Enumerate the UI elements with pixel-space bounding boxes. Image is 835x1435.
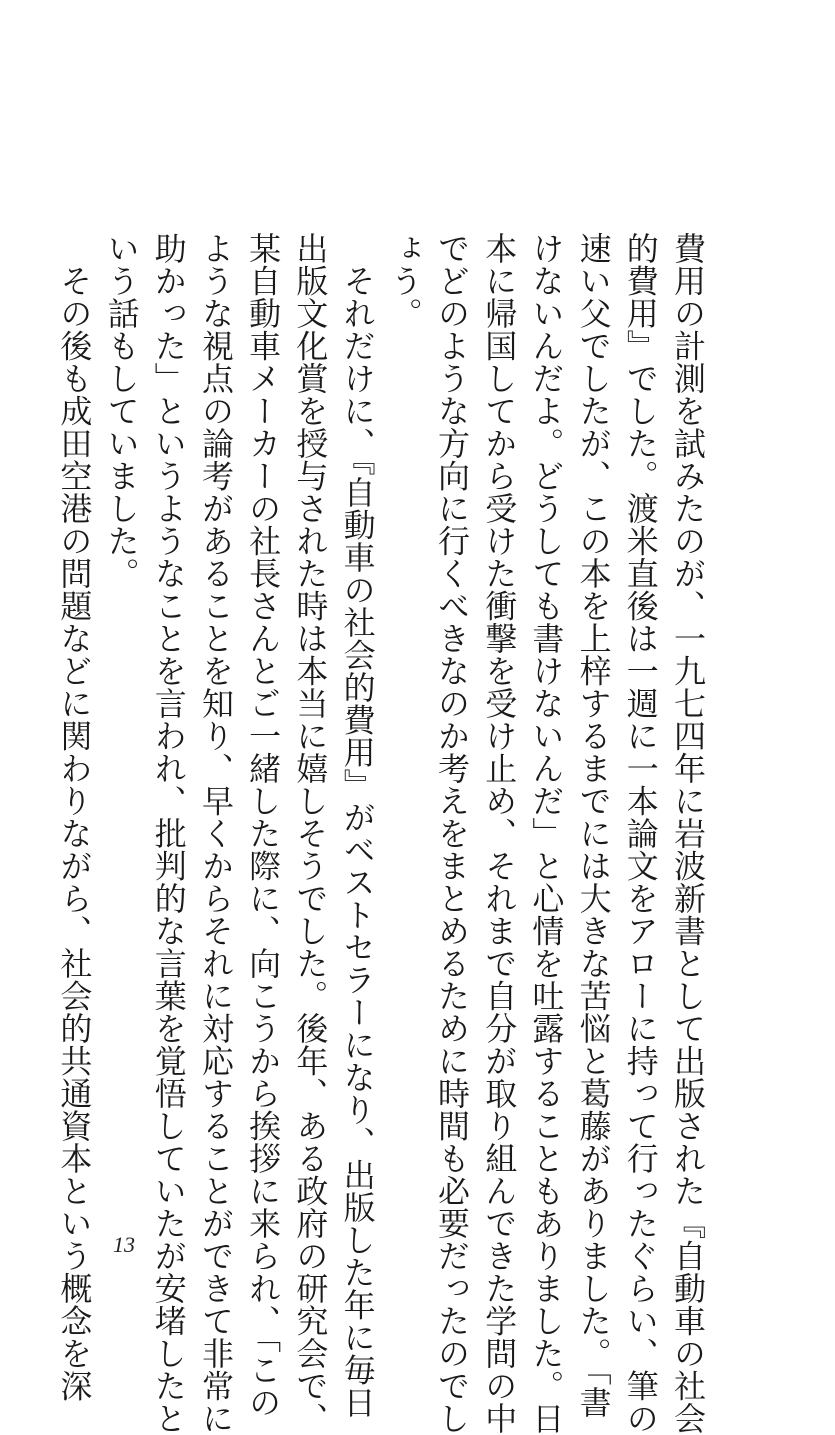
paragraph-3: その後も成田空港の問題などに関わりながら、社会的共通資本という概念を深 bbox=[55, 232, 94, 1402]
paragraph-1: 費用の計測を試みたのが、一九七四年に岩波新書として出版された『自動車の社会 的費用』でした。渡米直後は一週に一本論文をアローに持って行ったぐらい、筆の 速い父でしたが、この本を上梓するまでには大きな苦悩と葛藤がありました。「書 けないんだよ。どうしても書けないんだ」と心情を吐露することもありました。日 本に帰国してから受けた衝撃を受け止め、それまで自分が取り組んできた学問の中 でどのような方向に行くべきなのか考えをまとめるために時間も必要だったのでし ょう。 bbox=[385, 232, 707, 1435]
page-number: 13 bbox=[113, 1232, 135, 1257]
paragraph-2: それだけに、『自動車の社会的費用』がベストセラーになり、出版した年に毎日 出版文化賞を授与された時は本当に嬉しそうでした。後年、ある政府の研究会で、 某自動車メーカーの社長さんとご一緒した際に、向こうから挨拶に来られ、「この ような視点の論考があることを知り、早くからそれに対応することができて非常に 助かった」というようなことを言われ、批判的な言葉を覚悟していたが安堵したと いう話もしていました。 bbox=[102, 232, 377, 1435]
